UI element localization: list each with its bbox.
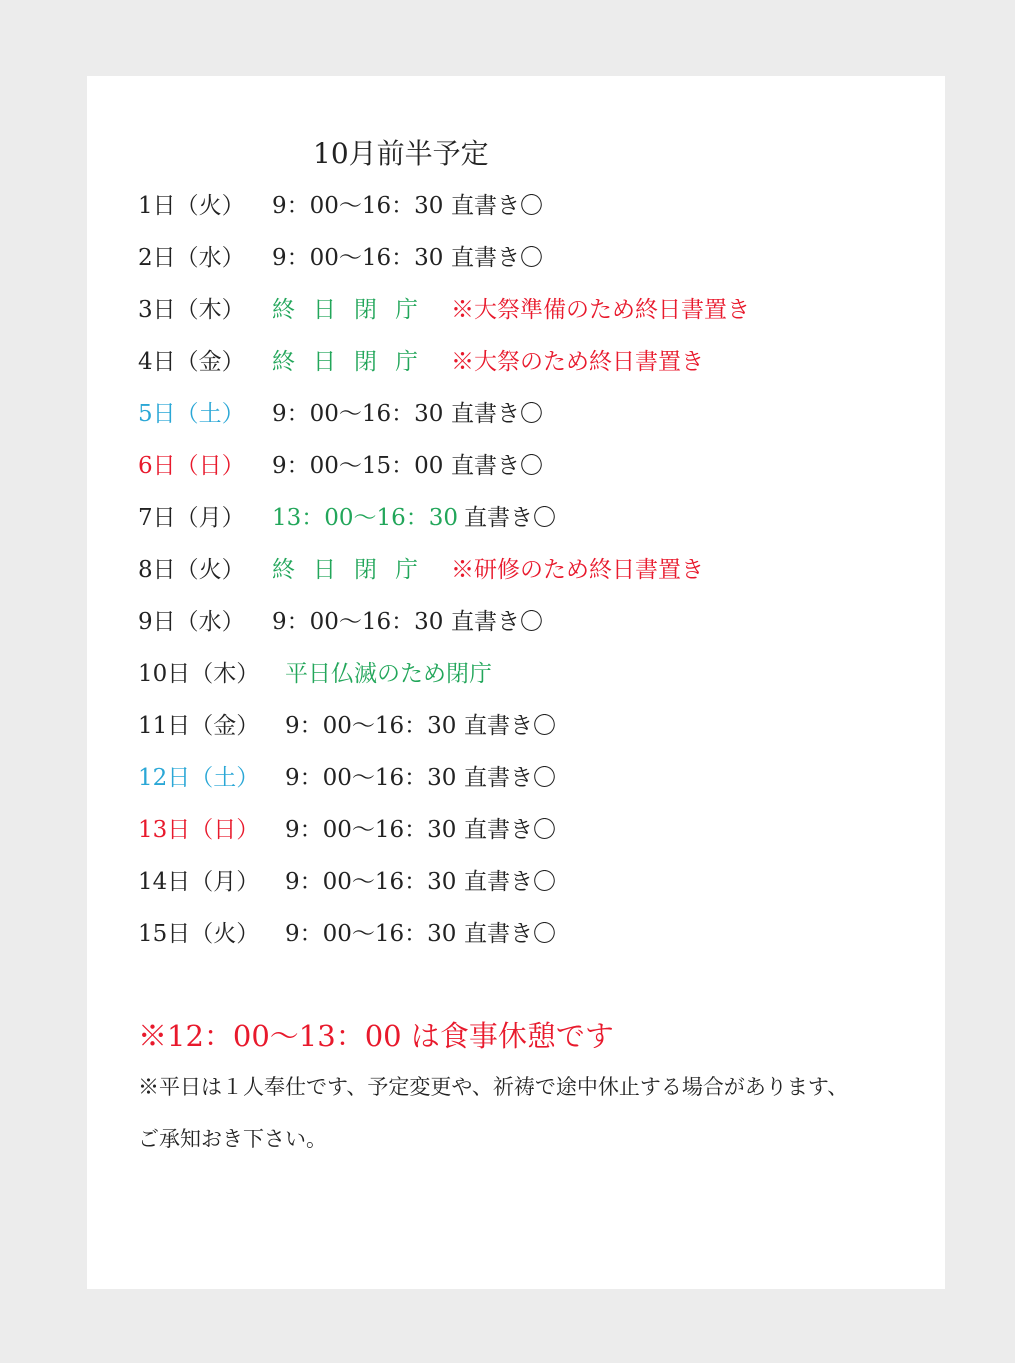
schedule-note: 直書き〇	[451, 245, 543, 271]
footer-notice-line1: ※平日は１人奉仕です、予定変更や、祈祷で途中休止する場合があります、	[138, 1075, 849, 1099]
schedule-hours: 終日閉庁	[272, 297, 436, 323]
schedule-day: 8日（火）	[138, 557, 245, 583]
schedule-day: 9日（水）	[138, 609, 245, 635]
schedule-day: 11日（金）	[138, 713, 260, 739]
schedule-hours: 9：00〜16：30	[272, 609, 444, 635]
schedule-note: 直書き〇	[464, 505, 556, 531]
schedule-hours: 9：00〜15：00	[272, 453, 444, 479]
schedule-hours: 13：00〜16：30	[272, 505, 459, 531]
schedule-note: 直書き〇	[451, 193, 543, 219]
schedule-note: 直書き〇	[464, 921, 556, 947]
schedule-day: 4日（金）	[138, 349, 245, 375]
schedule-day: 7日（月）	[138, 505, 245, 531]
schedule-hours: 平日仏滅のため閉庁	[285, 661, 492, 687]
page-title: 10月前半予定	[313, 137, 489, 170]
schedule-note: 直書き〇	[464, 869, 556, 895]
schedule-day: 13日（日）	[138, 817, 260, 843]
schedule-day: 3日（木）	[138, 297, 245, 323]
schedule-day: 5日（土）	[138, 401, 245, 427]
schedule-hours: 9：00〜16：30	[272, 193, 444, 219]
schedule-day: 1日（火）	[138, 193, 245, 219]
lunch-break-note: ※12：00〜13：00 は食事休憩です	[138, 1019, 614, 1053]
schedule-note: ※大祭準備のため終日書置き	[451, 297, 750, 323]
schedule-hours: 9：00〜16：30	[285, 765, 457, 791]
schedule-hours: 9：00〜16：30	[285, 869, 457, 895]
schedule-day: 10日（木）	[138, 661, 260, 687]
schedule-day: 14日（月）	[138, 869, 260, 895]
schedule-note: 直書き〇	[464, 765, 556, 791]
schedule-sheet	[87, 76, 945, 1289]
schedule-hours: 9：00〜16：30	[285, 921, 457, 947]
schedule-note: 直書き〇	[451, 609, 543, 635]
schedule-day: 6日（日）	[138, 453, 245, 479]
schedule-note: 直書き〇	[451, 401, 543, 427]
schedule-note: ※研修のため終日書置き	[451, 557, 704, 583]
schedule-hours: 9：00〜16：30	[272, 401, 444, 427]
schedule-note: 直書き〇	[451, 453, 543, 479]
schedule-hours: 9：00〜16：30	[285, 713, 457, 739]
schedule-day: 2日（水）	[138, 245, 245, 271]
schedule-day: 15日（火）	[138, 921, 260, 947]
schedule-day: 12日（土）	[138, 765, 260, 791]
schedule-hours: 9：00〜16：30	[285, 817, 457, 843]
schedule-note: 直書き〇	[464, 817, 556, 843]
schedule-hours: 9：00〜16：30	[272, 245, 444, 271]
footer-notice-line2: ご承知おき下さい。	[138, 1127, 327, 1151]
schedule-note: ※大祭のため終日書置き	[451, 349, 704, 375]
schedule-note: 直書き〇	[464, 713, 556, 739]
schedule-hours: 終日閉庁	[272, 557, 436, 583]
schedule-hours: 終日閉庁	[272, 349, 436, 375]
